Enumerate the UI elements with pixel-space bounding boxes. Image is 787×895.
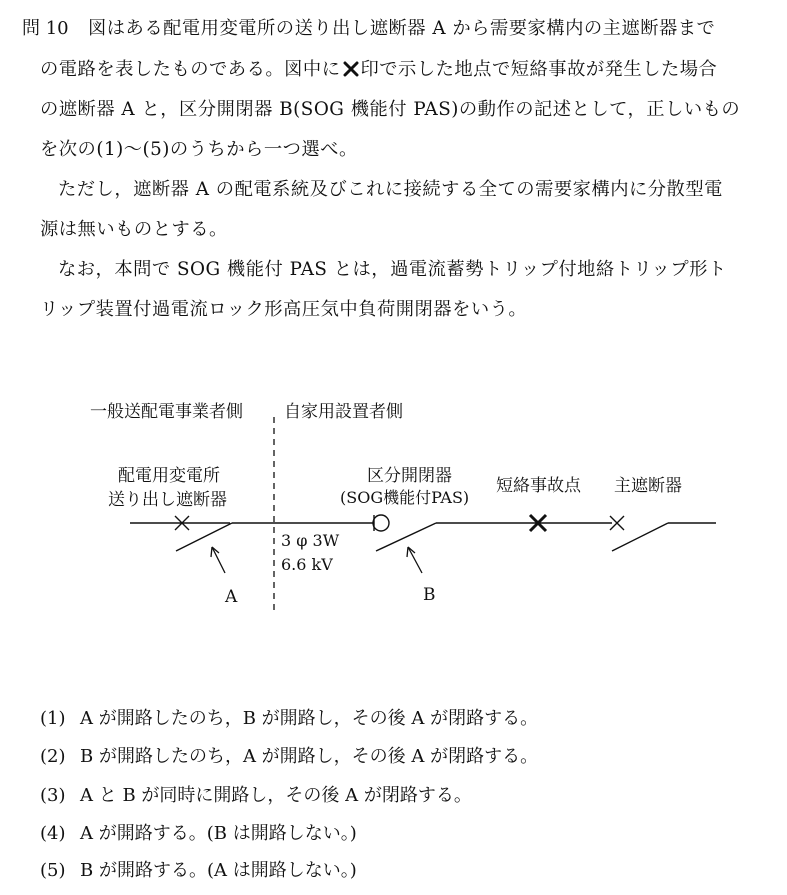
choice-1[interactable] [40, 704, 538, 730]
choice-text: A が開路する。(B は開路しない。) [80, 823, 357, 844]
question-line-7: なお，本問で SOG 機能付 PAS とは，過電流蓄勢トリップ付地絡トリップ形ト [58, 259, 727, 280]
fault-x-icon [343, 61, 359, 77]
question-line-5: ただし，遮断器 A の配電系統及びこれに接続する全ての需要家構内に分散型電 [58, 179, 723, 200]
question-line-1: 図はある配電用変電所の送り出し遮断器 A から需要家構内の主遮断器まで [88, 18, 716, 39]
main-breaker-x-icon [610, 516, 624, 530]
choice-2[interactable] [40, 742, 538, 768]
question-line-2a: の電路を表したものである。図中に [40, 59, 341, 80]
question-line-3: の遮断器 A と，区分開閉器 B(SOG 機能付 PAS)の動作の記述として，正しいもの [40, 99, 741, 120]
voltage-label-2: 6.6 kV [281, 555, 333, 574]
choice-5[interactable] [40, 856, 357, 882]
breaker-a-blade [176, 523, 232, 551]
question-line-4: を次の(1)～(5)のうちから一つ選べ。 [40, 139, 358, 160]
breaker-a-label-2: 送り出し遮断器 [108, 490, 227, 510]
label-a: A [225, 587, 238, 607]
choice-number: (4) [40, 823, 66, 844]
choice-number: (5) [40, 860, 66, 881]
choice-4[interactable] [40, 819, 357, 845]
arrow-b-line [408, 547, 422, 573]
circuit-diagram [0, 395, 787, 625]
switch-b-circle [373, 515, 389, 531]
switch-b-label-1: 区分開閉器 [367, 466, 452, 486]
choice-number: (2) [40, 746, 66, 767]
question-line-6: 源は無いものとする。 [40, 219, 228, 240]
breaker-a-label-1: 配電用変電所 [118, 466, 220, 486]
choice-3[interactable] [40, 781, 472, 807]
choice-text: B が開路したのち，A が開路し，その後 A が閉路する。 [80, 746, 539, 767]
question-line-2 [40, 55, 717, 81]
main-breaker-label: 主遮断器 [614, 476, 682, 496]
arrow-a-line [212, 547, 225, 573]
choice-text: A が開路したのち，B が開路し，その後 A が閉路する。 [80, 708, 539, 729]
side-right-label: 自家用設置者側 [284, 402, 403, 422]
circuit-lines [0, 395, 787, 625]
switch-b-label-2: (SOG機能付PAS) [340, 488, 470, 507]
question-number: 問 10 [22, 18, 69, 39]
choice-text: B が開路する。(A は開路しない。) [80, 860, 357, 881]
label-b: B [423, 585, 436, 605]
question-line-8: リップ装置付過電流ロック形高圧気中負荷開閉器をいう。 [40, 299, 528, 320]
choice-number: (3) [40, 785, 66, 806]
side-left-label: 一般送配電事業者側 [90, 402, 243, 422]
choice-number: (1) [40, 708, 66, 729]
choice-text: A と B が同時に開路し，その後 A が閉路する。 [80, 785, 472, 806]
voltage-label-1: 3 φ 3W [281, 531, 340, 550]
fault-point-label: 短絡事故点 [496, 476, 581, 496]
question-line-2b: 印で示した地点で短絡事故が発生した場合 [360, 59, 718, 80]
